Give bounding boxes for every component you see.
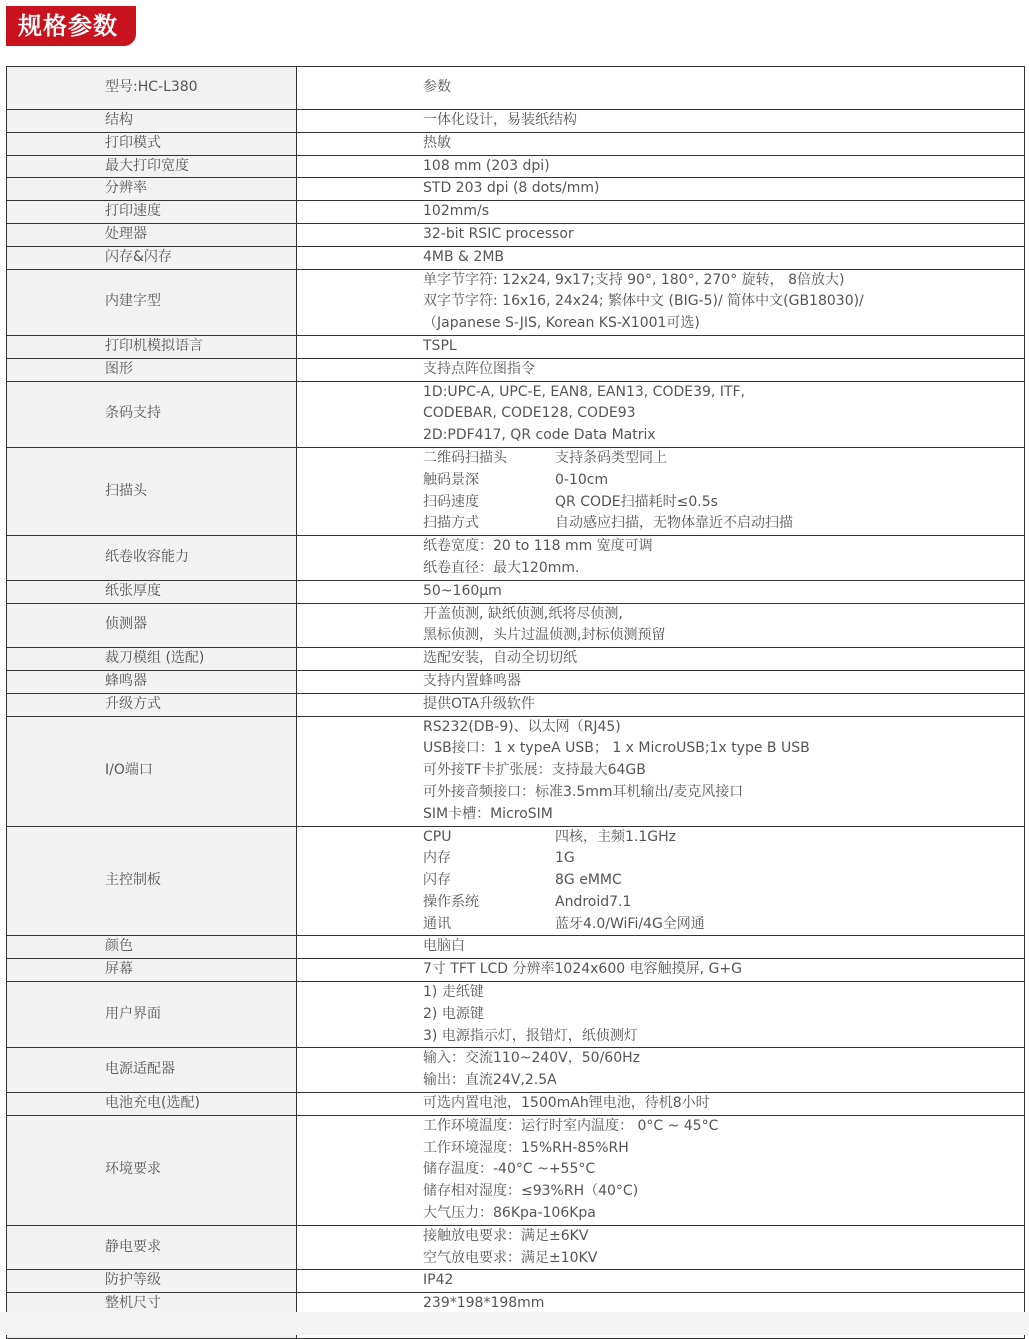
model-label: 型号:HC-L380 — [7, 67, 297, 110]
spec-subrow — [423, 870, 1024, 892]
spec-value-line: 接触放电要求：满足±6KV — [423, 1227, 589, 1244]
spec-value-line: 2D:PDF417, QR code Data Matrix — [423, 427, 656, 444]
spec-value-line: 双字节字符: 16x16, 24x24; 繁体中文 (BIG-5)/ 简体中文(GB18030)/ — [423, 293, 864, 310]
spec-value-line: 32-bit RSIC processor — [423, 225, 574, 242]
spec-subrow — [423, 492, 1024, 514]
spec-value-line: CODEBAR, CODE128, CODE93 — [423, 405, 636, 422]
spec-row — [7, 826, 1025, 936]
spec-value-line: 输出：直流24V,2.5A — [423, 1072, 557, 1089]
spec-subrow — [423, 827, 1024, 849]
spec-label: 侦测器 — [7, 603, 297, 648]
spec-value-line: 支持内置蜂鸣器 — [423, 672, 521, 689]
spec-value — [297, 982, 1025, 1048]
spec-value-line: USB接口：1 x typeA USB； 1 x MicroUSB;1x type B USB — [423, 740, 810, 757]
spec-value-line: 纸卷宽度：20 to 118 mm 宽度可调 — [423, 538, 653, 555]
spec-row — [7, 982, 1025, 1048]
spec-row — [7, 693, 1025, 716]
spec-label: 升级方式 — [7, 693, 297, 716]
spec-subrow — [423, 914, 1024, 936]
spec-row — [7, 648, 1025, 671]
spec-value — [297, 1115, 1025, 1225]
spec-label: 电源适配器 — [7, 1048, 297, 1093]
spec-label: 纸张厚度 — [7, 580, 297, 603]
spec-label: 打印机模拟语言 — [7, 335, 297, 358]
spec-row — [7, 959, 1025, 982]
spec-subrow — [423, 513, 1024, 535]
spec-subrow-value: 自动感应扫描，无物体靠近不启动扫描 — [555, 515, 793, 532]
spec-value-line: 储存相对湿度：≤93%RH（40°C) — [423, 1183, 639, 1200]
spec-label: 图形 — [7, 358, 297, 381]
spec-label: 环境要求 — [7, 1115, 297, 1225]
spec-value-line: 储存温度：-40°C ~+55°C — [423, 1161, 596, 1178]
spec-value — [297, 936, 1025, 959]
spec-value-line: 输入：交流110~240V，50/60Hz — [423, 1050, 640, 1067]
spec-value — [297, 110, 1025, 133]
spec-subrow — [423, 848, 1024, 870]
spec-row — [7, 1270, 1025, 1293]
spec-row — [7, 269, 1025, 335]
spec-value-line: 239*198*198mm — [423, 1295, 545, 1312]
spec-value-line: 50~160μm — [423, 582, 502, 599]
spec-value-line: SIM卡槽：MicroSIM — [423, 805, 553, 822]
spec-label: 蜂鸣器 — [7, 670, 297, 693]
spec-row — [7, 580, 1025, 603]
spec-value-line: 工作环境湿度：15%RH-85%RH — [423, 1139, 629, 1156]
spec-row — [7, 132, 1025, 155]
spec-subrow-key: CPU — [423, 828, 452, 845]
spec-value-line: 工作环境温度：运行时室内温度： 0°C ~ 45°C — [423, 1117, 719, 1134]
spec-subrow-key: 扫描方式 — [423, 515, 479, 532]
spec-value-line: RS232(DB-9)、以太网（RJ45) — [423, 718, 621, 735]
spec-label: 打印速度 — [7, 201, 297, 224]
spec-value-line: 开盖侦测, 缺纸侦测,纸将尽侦测, — [423, 605, 623, 622]
spec-value — [297, 381, 1025, 447]
spec-subrow-value: 1G — [555, 850, 575, 867]
spec-subrow-key: 操作系统 — [423, 893, 479, 910]
spec-label: 最大打印宽度 — [7, 155, 297, 178]
spec-value-line: 1) 走纸键 — [423, 984, 484, 1001]
spec-value-line: 空气放电要求：满足±10KV — [423, 1249, 598, 1266]
spec-value — [297, 246, 1025, 269]
spec-value-line: 7寸 TFT LCD 分辨率1024x600 电容触摸屏, G+G — [423, 961, 742, 978]
spec-row — [7, 110, 1025, 133]
spec-row — [7, 1093, 1025, 1116]
spec-row — [7, 447, 1025, 535]
spec-subrow-value: 0-10cm — [555, 471, 609, 488]
spec-label: 扫描头 — [7, 447, 297, 535]
spec-subrow — [423, 892, 1024, 914]
spec-row — [7, 1115, 1025, 1225]
spec-value — [297, 1093, 1025, 1116]
spec-value-line: 3) 电源指示灯，报错灯，纸侦测灯 — [423, 1027, 638, 1044]
spec-row — [7, 1225, 1025, 1270]
spec-row — [7, 223, 1025, 246]
spec-value — [297, 155, 1025, 178]
spec-subrow-value: 支持条码类型同上 — [555, 449, 667, 466]
spec-value-line: 单字节字符: 12x24, 9x17;支持 90°, 180°, 270° 旋转， 8倍放大) — [423, 271, 845, 288]
spec-label: 条码支持 — [7, 381, 297, 447]
spec-row — [7, 670, 1025, 693]
spec-label: I/O端口 — [7, 716, 297, 826]
spec-value-line: 可外接TF卡扩张展：支持最大64GB — [423, 762, 646, 779]
spec-value — [297, 1270, 1025, 1293]
spec-value — [297, 959, 1025, 982]
spec-row — [7, 381, 1025, 447]
spec-label: 结构 — [7, 110, 297, 133]
spec-value-line: 2) 电源键 — [423, 1005, 484, 1022]
spec-subrow-key: 二维码扫描头 — [423, 449, 507, 466]
spec-label: 闪存&闪存 — [7, 246, 297, 269]
spec-label: 主控制板 — [7, 826, 297, 936]
table-header-row — [7, 67, 1025, 110]
spec-subrow-value: 蓝牙4.0/WiFi/4G全网通 — [555, 915, 705, 932]
spec-value — [297, 716, 1025, 826]
spec-label: 分辨率 — [7, 178, 297, 201]
spec-value-line: 可外接音频接口：标准3.5mm耳机输出/麦克风接口 — [423, 783, 744, 800]
spec-value-line: 可选内置电池，1500mAh锂电池，待机8小时 — [423, 1095, 710, 1112]
spec-value — [297, 536, 1025, 581]
spec-value-line: 108 mm (203 dpi) — [423, 157, 550, 174]
spec-label: 颜色 — [7, 936, 297, 959]
spec-subrow — [423, 470, 1024, 492]
spec-label: 整机尺寸 — [7, 1293, 297, 1316]
spec-row — [7, 178, 1025, 201]
spec-value — [297, 269, 1025, 335]
spec-row — [7, 1048, 1025, 1093]
spec-value-line: 电脑白 — [423, 938, 465, 955]
spec-value-line: 102mm/s — [423, 203, 490, 220]
spec-value — [297, 223, 1025, 246]
spec-value — [297, 693, 1025, 716]
spec-value-line: 1D:UPC-A, UPC-E, EAN8, EAN13, CODE39, ITF, — [423, 383, 745, 400]
spec-subrow-value: 8G eMMC — [555, 872, 622, 889]
spec-value-line: 纸卷直径：最大120mm. — [423, 559, 580, 576]
spec-value — [297, 201, 1025, 224]
section-title: 规格参数 — [6, 6, 136, 46]
spec-row — [7, 155, 1025, 178]
spec-value-line: （Japanese S-JIS, Korean KS-X1001可选) — [423, 315, 700, 332]
spec-value-line: TSPL — [423, 337, 457, 354]
spec-row — [7, 603, 1025, 648]
spec-value-line: 提供OTA升级软件 — [423, 695, 536, 712]
spec-row — [7, 335, 1025, 358]
spec-row — [7, 536, 1025, 581]
spec-subrow-key: 扫码速度 — [423, 493, 479, 510]
spec-row — [7, 936, 1025, 959]
spec-row — [7, 201, 1025, 224]
spec-value — [297, 603, 1025, 648]
spec-subrow-value: Android7.1 — [555, 893, 632, 910]
spec-label: 屏幕 — [7, 959, 297, 982]
spec-subrow-key: 触码景深 — [423, 471, 479, 488]
spec-value-line: IP42 — [423, 1272, 454, 1289]
spec-table — [6, 66, 1025, 1339]
spec-value — [297, 670, 1025, 693]
spec-value-line: STD 203 dpi (8 dots/mm) — [423, 180, 600, 197]
spec-value — [297, 648, 1025, 671]
spec-value-line: 大气压力：86Kpa-106Kpa — [423, 1205, 596, 1222]
spec-subrow-key: 内存 — [423, 850, 451, 867]
spec-value — [297, 132, 1025, 155]
spec-value-line: 黑标侦测，头片过温侦测,封标侦测预留 — [423, 627, 666, 644]
spec-label: 裁刀模组 (选配) — [7, 648, 297, 671]
spec-value-line: 选配安装，自动全切切纸 — [423, 650, 577, 667]
spec-value — [297, 826, 1025, 936]
spec-subrow-value: 四核，主频1.1GHz — [555, 828, 676, 845]
spec-value — [297, 358, 1025, 381]
spec-label: 纸卷收容能力 — [7, 536, 297, 581]
spec-label: 用户界面 — [7, 982, 297, 1048]
spec-value — [297, 178, 1025, 201]
spec-subrow — [423, 448, 1024, 470]
spec-row — [7, 716, 1025, 826]
spec-label: 处理器 — [7, 223, 297, 246]
spec-value — [297, 1048, 1025, 1093]
spec-row — [7, 246, 1025, 269]
spec-label: 电池充电(选配) — [7, 1093, 297, 1116]
spec-value — [297, 335, 1025, 358]
spec-value — [297, 1225, 1025, 1270]
spec-row — [7, 358, 1025, 381]
spec-label: 内建字型 — [7, 269, 297, 335]
spec-label: 打印模式 — [7, 132, 297, 155]
spec-value — [297, 580, 1025, 603]
footer-band — [0, 1312, 1029, 1335]
spec-subrow-key: 闪存 — [423, 872, 451, 889]
spec-label: 静电要求 — [7, 1225, 297, 1270]
spec-value-line: 支持点阵位图指令 — [423, 360, 535, 377]
spec-subrow-key: 通讯 — [423, 915, 451, 932]
spec-value-line: 热敏 — [423, 134, 451, 151]
spec-subrow-value: QR CODE扫描耗时≤0.5s — [555, 493, 718, 510]
spec-label: 防护等级 — [7, 1270, 297, 1293]
spec-value — [297, 447, 1025, 535]
spec-value-line: 4MB & 2MB — [423, 248, 504, 265]
param-header: 参数 — [297, 67, 1025, 110]
spec-value-line: 一体化设计，易装纸结构 — [423, 112, 577, 128]
